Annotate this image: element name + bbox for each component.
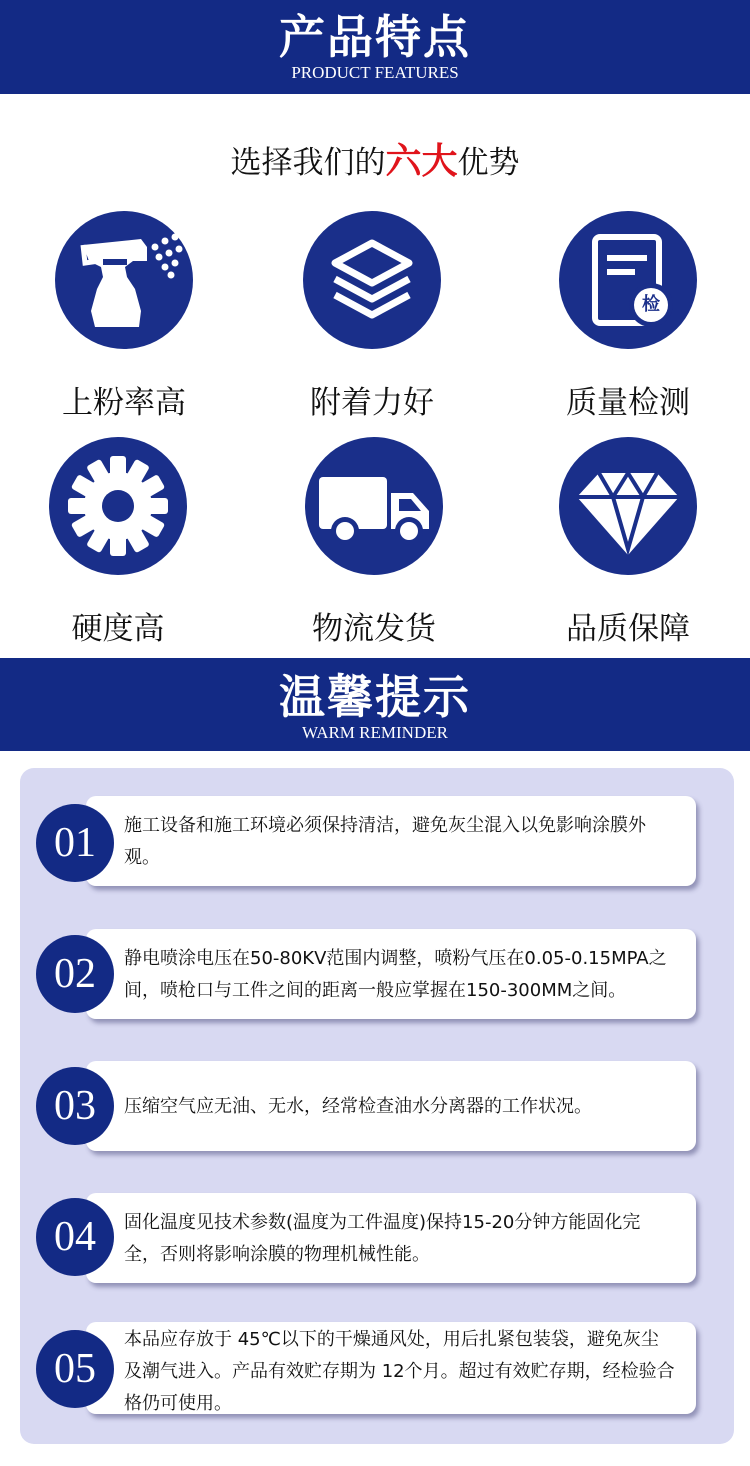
feature-label: 附着力好 (310, 385, 434, 421)
feature-label: 品质保障 (566, 611, 690, 647)
inspection-document-icon (559, 211, 697, 349)
features-title-en: PRODUCT FEATURES (291, 63, 459, 82)
tip-text: 固化温度见技术参数(温度为工件温度)保持15-20分钟方能固化完全，否则将影响涂膜的物理机械性能。 (124, 1212, 641, 1265)
features-header-banner (0, 0, 750, 94)
features-subtitle (0, 133, 750, 184)
reminder-title-en: WARM REMINDER (302, 723, 448, 742)
layers-icon (303, 211, 441, 349)
tip-card (86, 1061, 696, 1151)
tip-text: 静电喷涂电压在50-80KV范围内调整，喷粉气压在0.05-0.15MPA之间，喷枪口与工件之间的距离一般应掌握在150-300MM之间。 (124, 948, 667, 1001)
tip-text: 压缩空气应无油、无水，经常检查油水分离器的工作状况。 (124, 1096, 592, 1117)
tip-text: 本品应存放于 45℃以下的干燥通风处，用后扎紧包装袋，避免灰尘及潮气进入。产品有效贮存期为 12个月。超过有效贮存期，经检验合格仍可使用。 (124, 1329, 675, 1414)
gear-icon (49, 437, 187, 575)
feature-item-hardness (18, 437, 218, 648)
feature-item-logistics (274, 437, 474, 648)
tip-card (86, 1193, 696, 1283)
inspection-badge-text: 检 (642, 294, 660, 315)
tip-card (86, 796, 696, 886)
feature-label: 上粉率高 (62, 385, 186, 421)
feature-item-quality-assurance (528, 437, 728, 648)
tip-text: 施工设备和施工环境必须保持清洁，避免灰尘混入以免影响涂膜外观。 (124, 815, 646, 868)
feature-item-quality-inspection (528, 211, 728, 422)
tip-number-badge: 02 (36, 935, 114, 1013)
tip-number-badge: 04 (36, 1198, 114, 1276)
feature-label: 物流发货 (312, 611, 436, 647)
subtitle-pre: 选择我们的 (230, 145, 386, 181)
feature-item-powder-rate (24, 211, 224, 422)
tip-card (86, 929, 696, 1019)
feature-item-adhesion (272, 211, 472, 422)
subtitle-highlight: 六大 (385, 141, 458, 182)
tip-number-badge: 05 (36, 1330, 114, 1408)
subtitle-post: 优势 (457, 145, 520, 181)
features-title: 产品特点 (279, 10, 471, 64)
tip-number-badge: 03 (36, 1067, 114, 1145)
feature-label: 硬度高 (71, 611, 165, 647)
tip-number-badge: 01 (36, 804, 114, 882)
truck-icon (305, 437, 443, 575)
tip-card (86, 1322, 696, 1414)
reminder-title: 温馨提示 (279, 670, 471, 724)
spray-bottle-icon (55, 211, 193, 349)
feature-label: 质量检测 (566, 385, 690, 421)
diamond-icon (559, 437, 697, 575)
reminder-header-banner (0, 658, 750, 751)
